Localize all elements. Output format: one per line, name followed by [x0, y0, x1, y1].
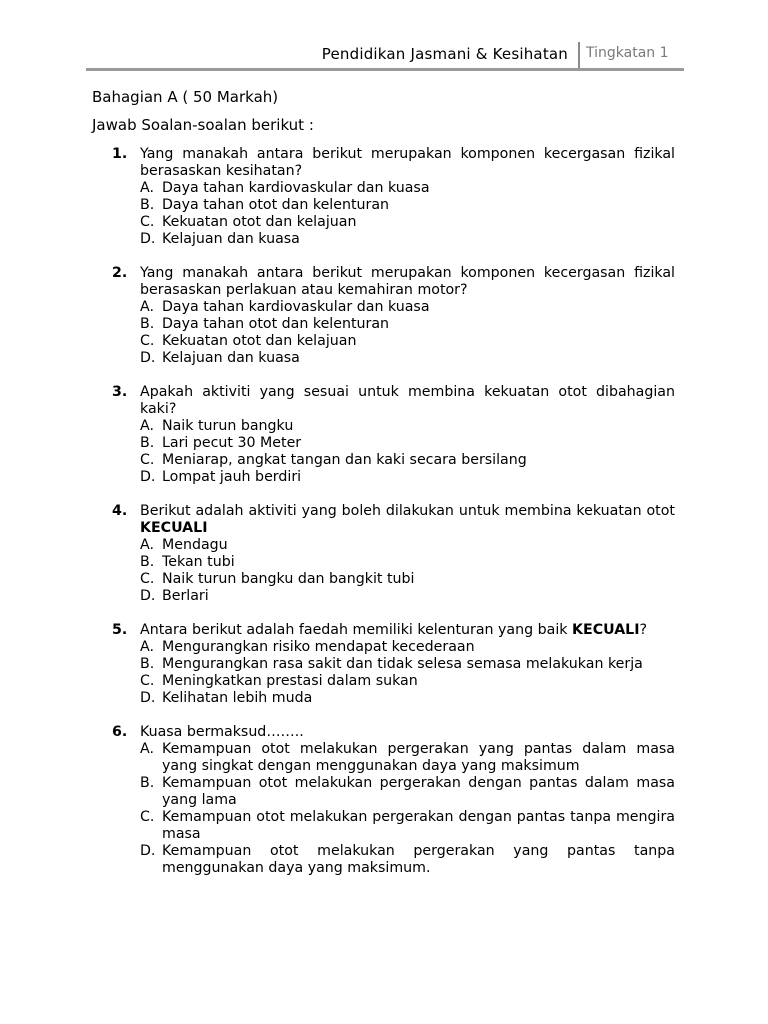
option-c — [140, 452, 675, 469]
option-text: Naik turun bangku — [162, 418, 294, 434]
header-separator — [578, 42, 580, 68]
header-rule — [86, 68, 684, 71]
option-letter: A. — [140, 537, 154, 553]
option-a — [140, 537, 675, 554]
option-text: Lari pecut 30 Meter — [162, 435, 302, 451]
option-letter: B. — [140, 554, 155, 570]
option-text: Berlari — [162, 588, 209, 604]
option-c — [140, 809, 675, 843]
question-number: 1. — [112, 146, 128, 162]
option-text: Daya tahan otot dan kelenturan — [162, 197, 390, 213]
option-letter: A. — [140, 418, 154, 434]
option-text: Meniarap, angkat tangan dan kaki secara bersilang — [162, 452, 527, 468]
option-c — [140, 333, 675, 350]
option-letter: C. — [140, 214, 155, 230]
question-text: Kuasa bermaksud…….. — [140, 724, 304, 740]
question-number: 6. — [112, 724, 128, 740]
option-letter: D. — [140, 231, 156, 247]
option-letter: B. — [140, 656, 155, 672]
question-1 — [112, 146, 675, 248]
section-title: Bahagian A ( 50 Markah) — [92, 88, 279, 106]
option-text: Kekuatan otot dan kelajuan — [162, 214, 357, 230]
question-number: 5. — [112, 622, 128, 638]
question-2 — [112, 265, 675, 367]
question-6 — [112, 724, 675, 877]
question-list — [112, 146, 675, 894]
question-suffix: ? — [639, 622, 648, 638]
header-subject: Pendidikan Jasmani & Kesihatan — [321, 45, 568, 63]
option-text: Kelajuan dan kuasa — [162, 231, 300, 247]
header-form-level: Tingkatan 1 — [586, 45, 669, 61]
option-letter: D. — [140, 690, 156, 706]
option-letter: C. — [140, 571, 155, 587]
option-b — [140, 656, 675, 673]
question-text: Yang manakah antara berikut merupakan komponen kecergasan fizikal berasaskan kesihatan? — [140, 146, 675, 179]
option-d — [140, 350, 675, 367]
option-letter: D. — [140, 469, 156, 485]
option-letter: A. — [140, 741, 154, 757]
option-b — [140, 775, 675, 809]
option-text: Meningkatkan prestasi dalam sukan — [162, 673, 418, 689]
page-header — [86, 42, 684, 70]
option-text: Mengurangkan rasa sakit dan tidak selesa semasa melakukan kerja — [162, 656, 643, 672]
question-text: Apakah aktiviti yang sesuai untuk membina kekuatan otot dibahagian kaki? — [140, 384, 675, 417]
option-b — [140, 316, 675, 333]
question-number: 2. — [112, 265, 128, 281]
option-text: Daya tahan otot dan kelenturan — [162, 316, 390, 332]
option-d — [140, 469, 675, 486]
option-c — [140, 571, 675, 588]
question-text — [140, 622, 675, 639]
option-d — [140, 588, 675, 605]
option-text: Mengurangkan risiko mendapat kecederaan — [162, 639, 475, 655]
option-text: Kekuatan otot dan kelajuan — [162, 333, 357, 349]
option-a — [140, 180, 675, 197]
option-text: Lompat jauh berdiri — [162, 469, 302, 485]
option-a — [140, 639, 675, 656]
question-text — [140, 503, 675, 537]
question-5 — [112, 622, 675, 707]
option-text: Daya tahan kardiovaskular dan kuasa — [162, 180, 430, 196]
option-text: Kemampuan otot melakukan pergerakan yang pantas tanpa menggunakan daya yang maksimum. — [162, 843, 675, 876]
question-number: 3. — [112, 384, 128, 400]
option-text: Tekan tubi — [162, 554, 235, 570]
option-letter: B. — [140, 316, 155, 332]
option-text: Mendagu — [162, 537, 228, 553]
option-b — [140, 554, 675, 571]
option-letter: A. — [140, 180, 154, 196]
option-a — [140, 418, 675, 435]
option-letter: B. — [140, 197, 155, 213]
question-number: 4. — [112, 503, 128, 519]
option-text: Kelihatan lebih muda — [162, 690, 313, 706]
option-d — [140, 843, 675, 877]
option-c — [140, 214, 675, 231]
option-text: Naik turun bangku dan bangkit tubi — [162, 571, 415, 587]
option-letter: C. — [140, 809, 155, 825]
option-letter: D. — [140, 588, 156, 604]
option-b — [140, 197, 675, 214]
question-4 — [112, 503, 675, 605]
option-text: Kelajuan dan kuasa — [162, 350, 300, 366]
option-text: Kemampuan otot melakukan pergerakan dengan pantas dalam masa yang lama — [162, 775, 675, 808]
option-text: Daya tahan kardiovaskular dan kuasa — [162, 299, 430, 315]
option-d — [140, 690, 675, 707]
option-c — [140, 673, 675, 690]
instruction: Jawab Soalan-soalan berikut : — [92, 116, 314, 134]
option-letter: A. — [140, 639, 154, 655]
question-text: Yang manakah antara berikut merupakan komponen kecergasan fizikal berasaskan perlakuan atau kemahiran motor? — [140, 265, 675, 298]
option-letter: A. — [140, 299, 154, 315]
option-a — [140, 299, 675, 316]
question-stem: Berikut adalah aktiviti yang boleh dilakukan untuk membina kekuatan otot — [140, 503, 675, 519]
option-letter: D. — [140, 350, 156, 366]
option-letter: B. — [140, 775, 155, 791]
option-letter: B. — [140, 435, 155, 451]
option-b — [140, 435, 675, 452]
question-3 — [112, 384, 675, 486]
question-emphasis: KECUALI — [140, 520, 208, 536]
option-letter: C. — [140, 452, 155, 468]
question-emphasis: KECUALI — [572, 622, 640, 638]
option-a — [140, 741, 675, 775]
option-text: Kemampuan otot melakukan pergerakan dengan pantas tanpa mengira masa — [162, 809, 675, 842]
option-letter: C. — [140, 673, 155, 689]
option-letter: C. — [140, 333, 155, 349]
option-text: Kemampuan otot melakukan pergerakan yang pantas dalam masa yang singkat dengan menggunakan daya yang maksimum — [162, 741, 675, 774]
option-letter: D. — [140, 843, 156, 859]
question-stem: Antara berikut adalah faedah memiliki kelenturan yang baik — [140, 622, 568, 638]
option-d — [140, 231, 675, 248]
